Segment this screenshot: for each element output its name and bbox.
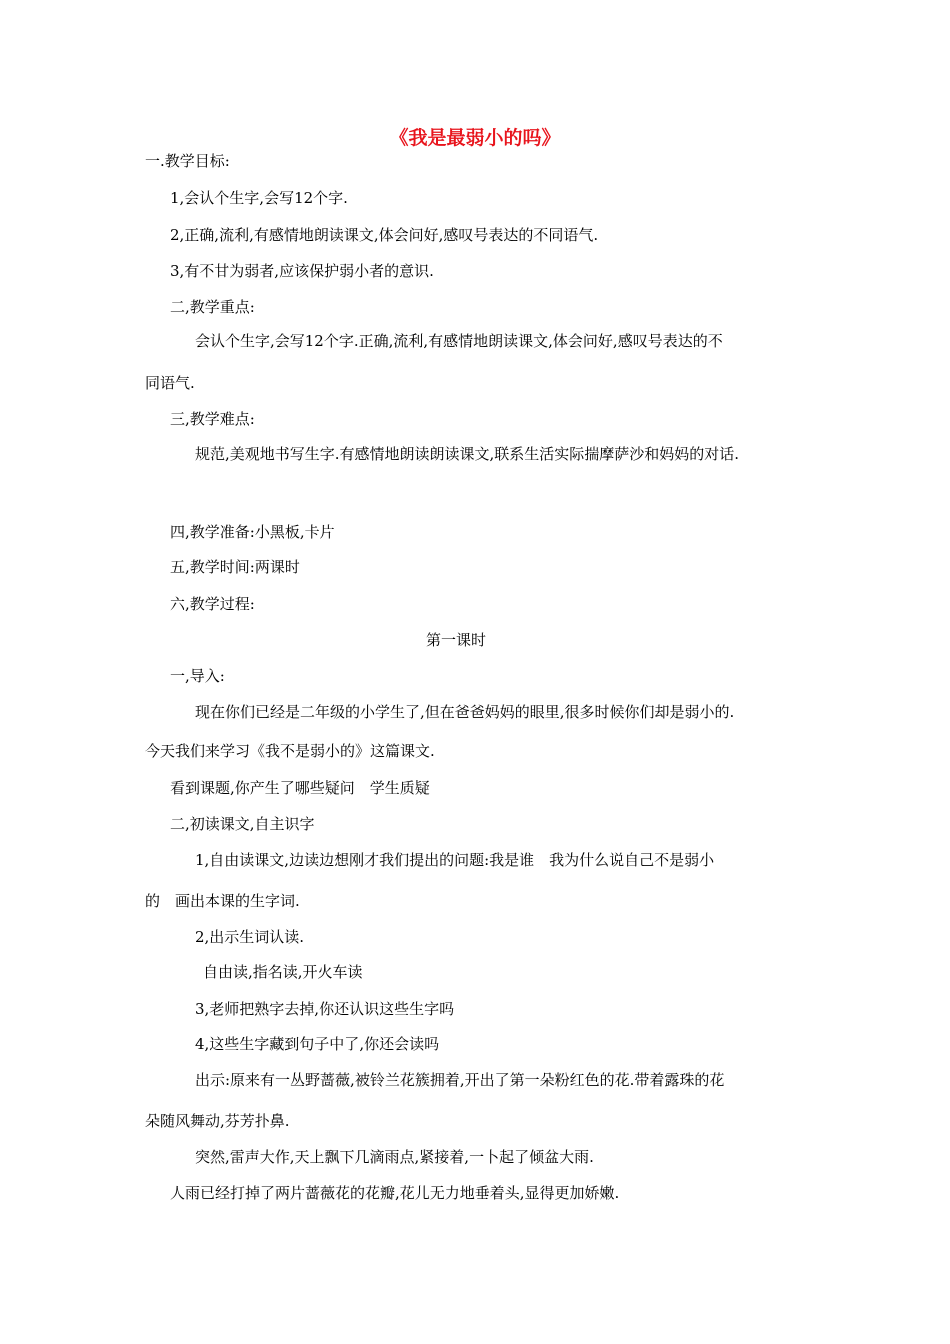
section-heading-difficulties: 三,教学难点: bbox=[170, 410, 255, 428]
section-heading-preparation: 四,教学准备:小黑板,卡片 bbox=[170, 523, 335, 541]
paragraph-line: 2,正确,流利,有感情地朗读课文,体会问好,感叹号表达的不同语气. bbox=[170, 226, 599, 244]
section-heading-time: 五,教学时间:两课时 bbox=[170, 558, 300, 576]
lesson-heading: 第一课时 bbox=[425, 631, 486, 649]
paragraph-line: 的 画出本课的生字词. bbox=[145, 892, 300, 910]
paragraph-line: 看到课题,你产生了哪些疑问 学生质疑 bbox=[170, 779, 430, 797]
subsection-heading-reading: 二,初读课文,自主识字 bbox=[170, 815, 315, 833]
paragraph-line: 今天我们来学习《我不是弱小的》这篇课文. bbox=[145, 742, 435, 760]
paragraph-line: 现在你们已经是二年级的小学生了,但在爸爸妈妈的眼里,很多时候你们却是弱小的. bbox=[195, 703, 735, 721]
paragraph-line: 4,这些生字藏到句子中了,你还会读吗 bbox=[195, 1035, 440, 1053]
paragraph-line: 人雨已经打掉了两片蔷薇花的花瓣,花儿无力地垂着头,显得更加娇嫩. bbox=[170, 1184, 620, 1202]
document-title: 《我是最弱小的吗》 bbox=[389, 127, 561, 149]
paragraph-line: 规范,美观地书写生字.有感情地朗读朗读课文,联系生活实际揣摩萨沙和妈妈的对话. bbox=[195, 445, 740, 463]
paragraph-line: 3,老师把熟字去掉,你还认识这些生字吗 bbox=[195, 1000, 455, 1018]
section-heading-key-points: 二,教学重点: bbox=[170, 298, 255, 316]
paragraph-line: 会认个生字,会写12个字.正确,流利,有感情地朗读课文,体会问好,感叹号表达的不 bbox=[195, 332, 723, 350]
section-heading-process: 六,教学过程: bbox=[170, 595, 255, 613]
paragraph-line: 1,会认个生字,会写12个字. bbox=[170, 189, 348, 207]
paragraph-line: 1,自由读课文,边读边想刚才我们提出的问题:我是谁 我为什么说自己不是弱小 bbox=[195, 851, 715, 869]
paragraph-line: 同语气. bbox=[145, 374, 195, 392]
paragraph-line: 出示:原来有一丛野蔷薇,被铃兰花簇拥着,开出了第一朵粉红色的花.带着露珠的花 bbox=[195, 1071, 725, 1089]
subsection-heading-intro: 一,导入: bbox=[170, 667, 225, 685]
section-heading-objectives: 一.教学目标: bbox=[145, 152, 230, 170]
paragraph-line: 突然,雷声大作,天上飘下几滴雨点,紧接着,一卜起了倾盆大雨. bbox=[195, 1148, 594, 1166]
paragraph-line: 3,有不甘为弱者,应该保护弱小者的意识. bbox=[170, 262, 434, 280]
paragraph-line: 自由读,指名读,开火车读 bbox=[203, 963, 363, 981]
paragraph-line: 2,出示生词认读. bbox=[195, 928, 305, 946]
paragraph-line: 朵随风舞动,芬芳扑鼻. bbox=[145, 1112, 290, 1130]
